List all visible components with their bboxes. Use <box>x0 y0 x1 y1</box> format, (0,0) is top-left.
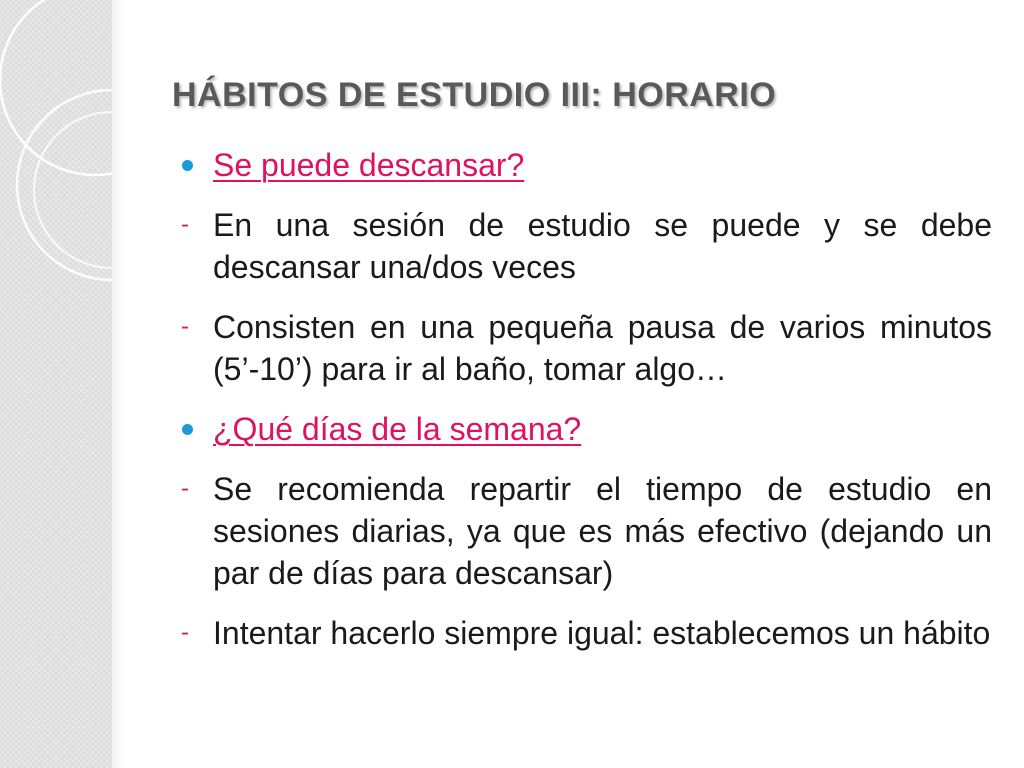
bullet-heading: Se puede descansar? <box>213 147 525 183</box>
decorative-circle-large <box>0 0 112 175</box>
list-item-dash <box>176 306 992 390</box>
item-text: En una sesión de estudio se puede y se debe descansar una/dos veces <box>213 207 992 285</box>
list-item-dash <box>176 468 992 594</box>
dash-marker: - <box>181 475 189 502</box>
decorative-circle-inner <box>34 112 112 268</box>
dash-marker: - <box>181 313 189 340</box>
item-text: Consisten en una pequeña pausa de varios minutos (5’-10’) para ir al baño, tomar algo… <box>213 309 992 387</box>
item-text: Intentar hacerlo siempre igual: establecemos un hábito <box>213 615 991 651</box>
bullet-dot-icon <box>182 160 193 171</box>
dash-marker: - <box>181 619 189 646</box>
list-item-dash <box>176 612 992 654</box>
decorative-circles <box>0 0 112 768</box>
bullet-dot-icon <box>182 424 193 435</box>
bullet-heading: ¿Qué días de la semana? <box>213 411 582 447</box>
slide-title: HÁBITOS DE ESTUDIO III: HORARIO <box>172 76 777 114</box>
slide-content <box>176 144 992 672</box>
panel-divider <box>112 0 126 768</box>
list-item-bullet <box>176 408 992 450</box>
list-item-bullet <box>176 144 992 186</box>
decorative-side-panel <box>0 0 112 768</box>
dash-marker: - <box>181 211 189 238</box>
item-text: Se recomienda repartir el tiempo de estudio en sesiones diarias, ya que es más efectivo (dejando un par de días para descansar) <box>213 471 992 591</box>
list-item-dash <box>176 204 992 288</box>
